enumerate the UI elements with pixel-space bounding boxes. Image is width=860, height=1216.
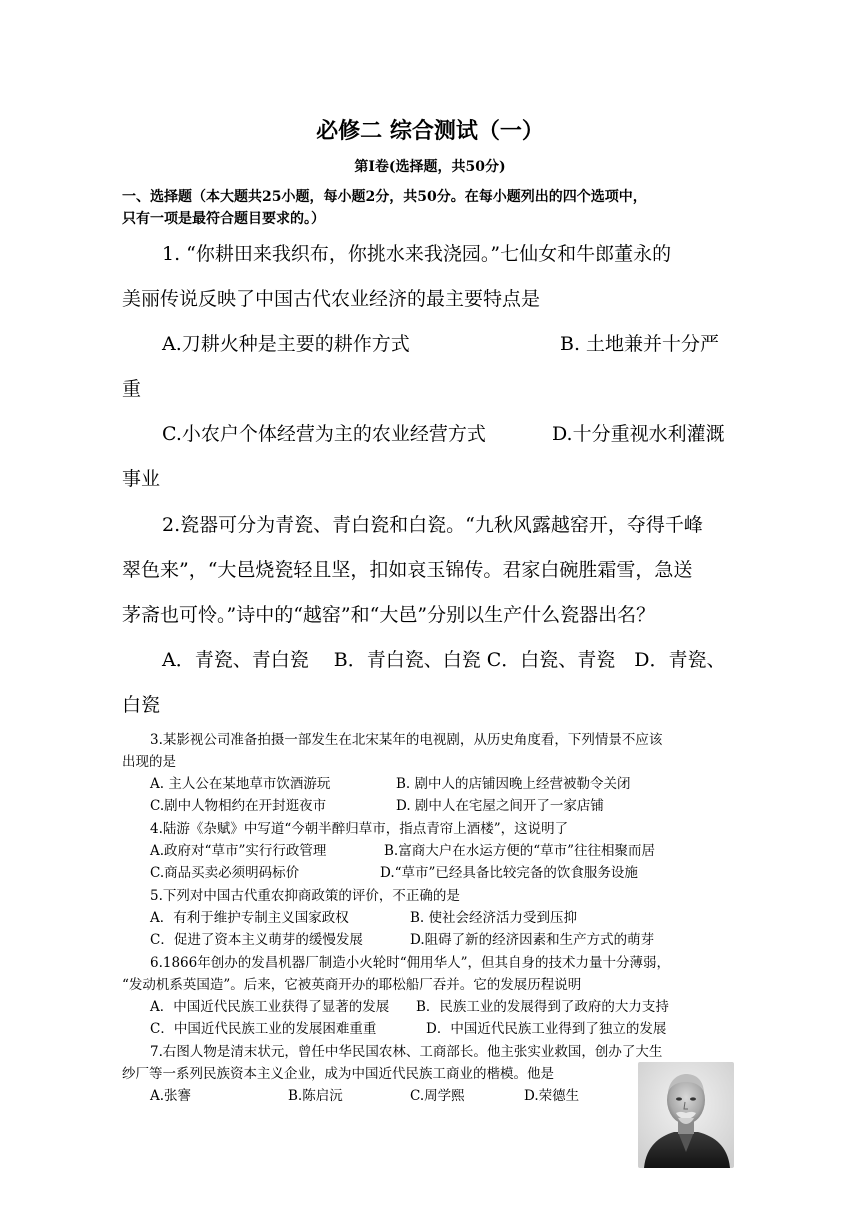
q5-option-c: C．促进了资本主义萌芽的缓慢发展 (150, 932, 363, 948)
q6-option-a: A．中国近代民族工业获得了显著的发展 (150, 999, 390, 1015)
q5-option-d: D.阻碍了新的经济因素和生产方式的萌芽 (410, 932, 655, 948)
q4-option-a: A.政府对“草市”实行行政管理 (150, 843, 327, 859)
q1-stem-line-2: 美丽传说反映了中国古代农业经济的最主要特点是 (122, 288, 541, 310)
page-title: 必修二 综合测试（一） (316, 118, 544, 144)
q1-option-c: C.小农户个体经营为主的农业经营方式 (162, 423, 486, 445)
portrait-photo (638, 1062, 734, 1168)
q4-option-c: C.商品买卖必须明码标价 (150, 865, 300, 881)
q7-option-b: B.陈启沅 (288, 1088, 343, 1104)
q5-stem: 5.下列对中国古代重农抑商政策的评价，不正确的是 (150, 888, 460, 904)
q7-stem-line-1: 7.右图人物是清末状元，曾任中华民国农林、工商部长。他主张实业救国，创办了大生 (150, 1044, 663, 1060)
q7-option-a: A.张謇 (150, 1088, 192, 1104)
q1-option-b-continued: 重 (122, 378, 142, 400)
q2-stem-line-1: 2.瓷器可分为青瓷、青白瓷和白瓷。“九秋风露越窑开，夺得千峰 (162, 514, 703, 536)
q6-option-c: C．中国近代民族工业的发展困难重重 (150, 1021, 377, 1037)
q1-option-a: A.刀耕火种是主要的耕作方式 (162, 333, 410, 355)
q3-option-c: C.剧中人物相约在开封逛夜市 (150, 798, 327, 814)
q4-stem: 4.陆游《杂赋》中写道“今朝半醉归草市，指点青帘上酒楼”，这说明了 (150, 821, 569, 837)
q6-option-d: D．中国近代民族工业得到了独立的发展 (426, 1021, 667, 1037)
portrait-figure (638, 1062, 734, 1168)
q1-option-b: B. 土地兼并十分严 (560, 333, 720, 355)
q5-option-a: A．有利于维护专制主义国家政权 (150, 910, 349, 926)
q2-stem-line-2: 翠色来”，“大邑烧瓷轻且坚，扣如哀玉锦传。君家白碗胜霜雪，急送 (122, 559, 693, 581)
q1-option-d-continued: 事业 (122, 468, 161, 490)
instructions-line-2: 只有一项是最符合题目要求的。） (122, 211, 325, 227)
q7-stem-line-2: 纱厂等一系列民族资本主义企业，成为中国近代民族工商业的楷模。他是 (122, 1066, 554, 1082)
q3-option-a: A. 主人公在某地草市饮酒游玩 (150, 776, 331, 792)
q3-stem-line-1: 3.某影视公司准备拍摄一部发生在北宋某年的电视剧，从历史角度看，下列情景不应该 (150, 732, 663, 748)
q7-option-d: D.荣德生 (524, 1088, 580, 1104)
q3-option-d: D. 剧中人在宅屋之间开了一家店铺 (396, 798, 604, 814)
section-subtitle: 第Ⅰ卷(选择题，共50分) (354, 159, 506, 175)
q2-options: A．青瓷、青白瓷 B．青白瓷、白瓷 C．白瓷、青瓷 D．青瓷、 (162, 649, 726, 671)
q6-stem-line-1: 6.1866年创办的发昌机器厂制造小火轮时“佣用华人”，但其自身的技术力量十分薄弱， (150, 955, 671, 971)
q2-stem-line-3: 茅斋也可怜。”诗中的“越窑”和“大邑”分别以生产什么瓷器出名？ (122, 604, 656, 626)
q7-option-c: C.周学熙 (410, 1088, 465, 1104)
q6-option-b: B．民族工业的发展得到了政府的大力支持 (416, 999, 669, 1015)
q6-stem-line-2: “发动机系英国造”。后来，它被英商开办的耶松船厂吞并。它的发展历程说明 (122, 977, 582, 993)
instructions-line-1: 一、选择题（本大题共25小题，每小题2分，共50分。在每小题列出的四个选项中， (122, 189, 647, 205)
q4-option-d: D.“草市”已经具备比较完备的饮食服务设施 (380, 865, 638, 881)
q1-option-d: D.十分重视水利灌溉 (552, 423, 725, 445)
q3-option-b: B. 剧中人的店铺因晚上经营被勒令关闭 (396, 776, 631, 792)
q5-option-b: B. 使社会经济活力受到压抑 (410, 910, 578, 926)
q4-option-b: B.富商大户在水运方便的“草市”往往相聚而居 (384, 843, 656, 859)
q3-stem-line-2: 出现的是 (122, 754, 176, 770)
q1-stem-line-1: 1. “你耕田来我织布，你挑水来我浇园。”七仙女和牛郎董永的 (162, 243, 672, 265)
q2-options-continued: 白瓷 (122, 694, 161, 716)
